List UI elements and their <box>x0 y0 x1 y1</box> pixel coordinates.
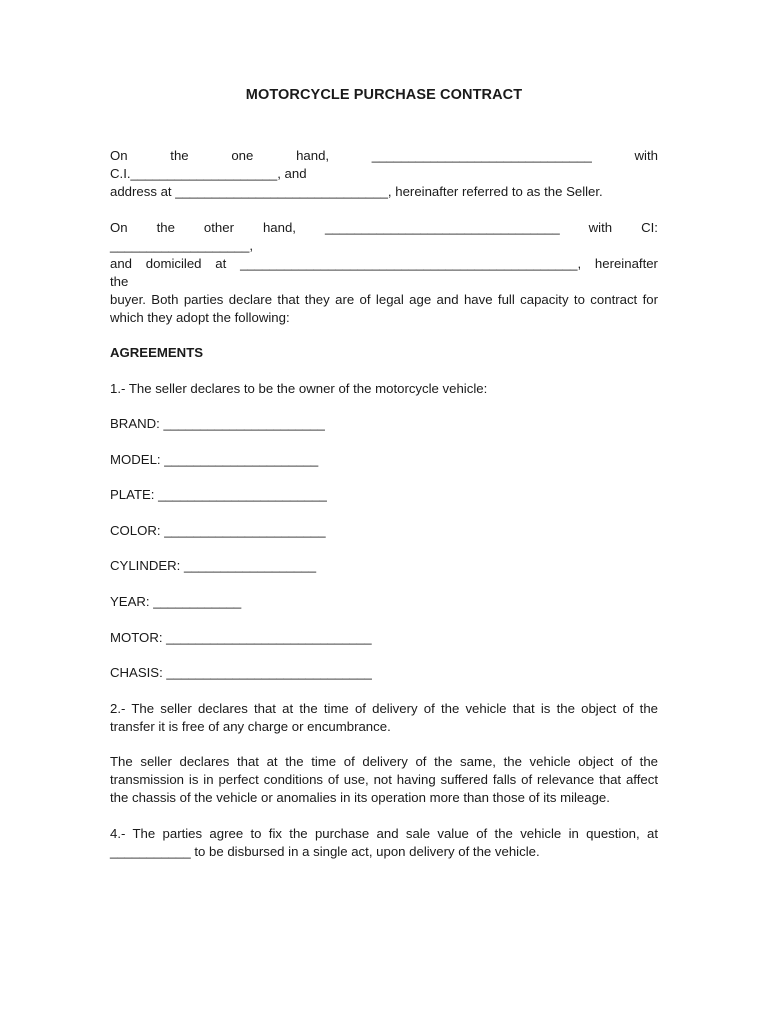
buyer-line-1 <box>110 219 658 237</box>
word: hand, <box>262 219 296 235</box>
word: the <box>170 148 189 163</box>
word: the <box>156 219 175 235</box>
cylinder-field: CYLINDER: __________________ <box>110 558 317 574</box>
model-field: MODEL: _____________________ <box>110 451 319 467</box>
word: CI: <box>641 219 658 235</box>
color-field: COLOR: ______________________ <box>110 522 326 538</box>
seller-name-blank: ______________________________ <box>371 148 592 163</box>
year-field: YEAR: ____________ <box>110 594 242 610</box>
buyer-address-line <box>110 255 658 273</box>
brand-field: BRAND: ______________________ <box>110 416 325 432</box>
document-body <box>110 147 658 861</box>
buyer-name-blank: ________________________________ <box>324 219 560 235</box>
buyer-the-line: the <box>110 273 129 289</box>
word: and <box>110 255 133 271</box>
motor-field: MOTOR: ____________________________ <box>110 629 372 645</box>
clause-1: 1.- The seller declares to be the owner of the motorcycle vehicle: <box>110 380 488 396</box>
word: domiciled <box>145 255 202 271</box>
plate-field: PLATE: _______________________ <box>110 487 327 503</box>
word: hereinafter <box>594 255 658 271</box>
clause-3: The seller declares that at the time of delivery of the same, the vehicle object of the transmission is in perfect conditions of use, not having suffered falls of relevance that affect the chassis of the vehicle or anomalies in its operation more than those of its mileage. <box>110 754 658 806</box>
seller-line-1 <box>110 147 658 165</box>
buyer-address-blank: ______________________________________________, <box>240 255 582 271</box>
word: with <box>588 219 613 235</box>
agreements-heading: AGREEMENTS <box>110 345 204 360</box>
seller-ci-line: C.I.____________________, and <box>110 166 307 181</box>
document-title: MOTORCYCLE PURCHASE CONTRACT <box>245 87 523 103</box>
word: hand, <box>296 148 330 163</box>
seller-address-line: address at _____________________________, hereinafter referred to as the Seller. <box>110 184 603 199</box>
word: at <box>215 255 227 271</box>
buyer-ci-line: ___________________, <box>110 237 254 253</box>
word: with <box>634 148 658 163</box>
clause-2: 2.- The seller declares that at the time of delivery of the vehicle that is the object of the transfer it is free of any charge or encumbrance. <box>110 700 658 734</box>
word: one <box>231 148 254 163</box>
word: On <box>110 219 128 235</box>
buyer-declaration: buyer. Both parties declare that they are of legal age and have full capacity to contract for which they adopt the following: <box>110 291 658 325</box>
word: other <box>203 219 234 235</box>
clause-4: 4.- The parties agree to fix the purchase and sale value of the vehicle in question, at ___________ to be disbursed in a single act, upon delivery of the vehicle. <box>110 825 658 859</box>
word: On <box>110 148 128 163</box>
chasis-field: CHASIS: ____________________________ <box>110 665 372 681</box>
